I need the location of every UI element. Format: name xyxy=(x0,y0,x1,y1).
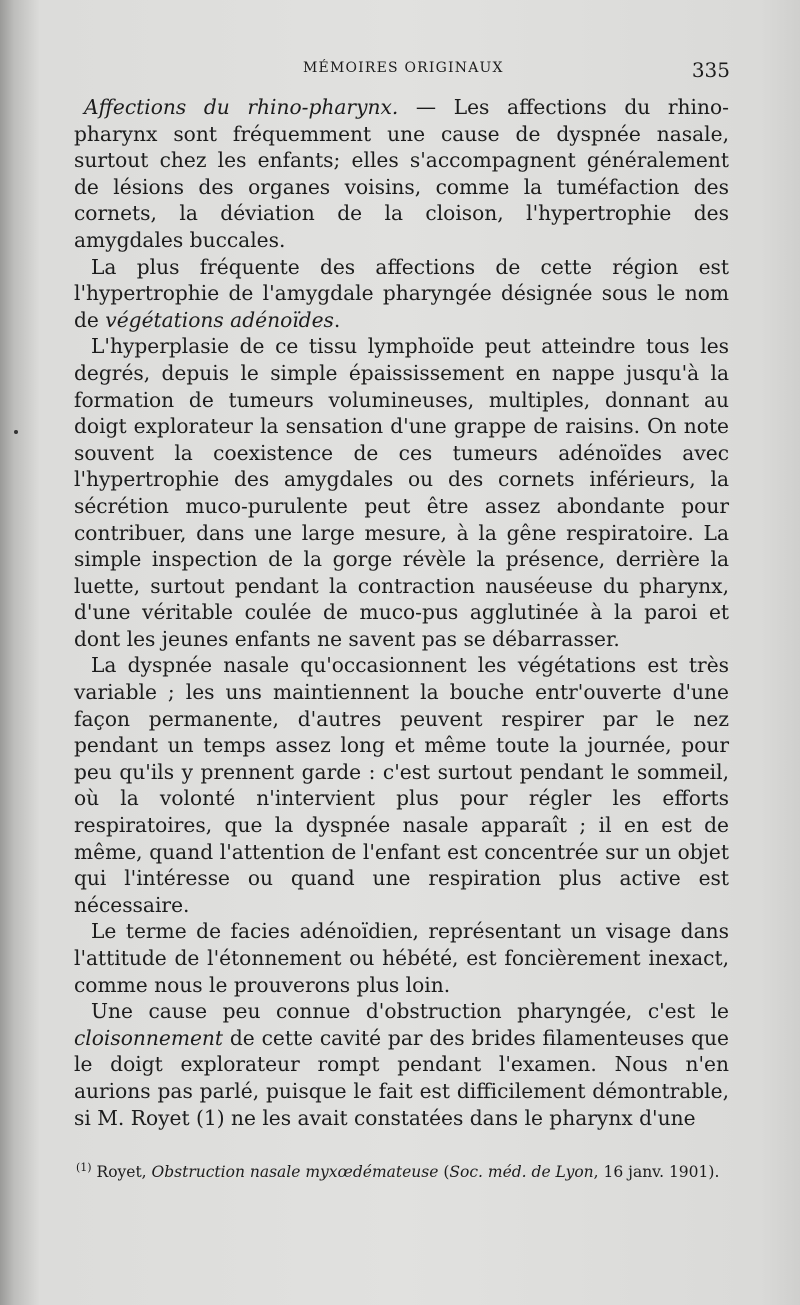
page-number: 335 xyxy=(691,58,730,82)
page-header xyxy=(78,58,730,84)
body-text xyxy=(74,94,729,1131)
footnote-title: Obstruction nasale myxœdémateuse xyxy=(151,1163,439,1181)
section-heading-affections: Affections du rhino-pharynx. xyxy=(84,95,399,119)
paragraph-rhinopharynx-intro: Affections du rhino-pharynx. — Les affections du rhino-pharynx sont fréquemment une cause de dyspnée nasale, surtout chez les enfants; elles s'accompagnent généralement de lésions des organes voisins, comme la tuméfaction des cornets, la déviation de la cloison, l'hypertrophie des amygdales buccales. xyxy=(74,95,729,252)
margin-mark xyxy=(14,430,18,434)
paragraph-cloisonnement: Une cause peu connue d'obstruction pharyngée, c'est le cloisonnement de cette cavité par des brides filamenteuses que le doigt explorateur rompt pendant l'examen. Nous n'en aurions pas parlé, puisque le fait est difficilement démontrable, si M. Royet (1) ne les avait constatées dans le pharynx d'une xyxy=(74,999,729,1130)
footnote-journal: Soc. méd. de Lyon xyxy=(449,1163,594,1181)
paragraph-vegetations: La plus fréquente des affections de cette région est l'hypertrophie de l'amygdale pharyngée désignée sous le nom de végétations adénoïdes. xyxy=(74,254,729,332)
paragraph-dyspnee: La dyspnée nasale qu'occasionnent les végétations est très variable ; les uns maintiennent la bouche entr'ouverte d'une façon permanente, d'autres peuvent respirer par le nez pendant un temps assez long et même toute la journée, pour peu qu'ils y prennent garde : c'est surtout pendant le sommeil, où la volonté n'intervient plus pour régler les efforts respiratoires, que la dyspnée nasale apparaît ; il en est de même, quand l'attention de l'enfant est concentrée sur un objet qui l'intéresse ou quand une respiration plus active est nécessaire. xyxy=(74,653,729,917)
footnote-mark: (1) xyxy=(76,1160,92,1174)
paragraph-facies: Le terme de facies adénoïdien, représentant un visage dans l'attitude de l'étonnement ou hébété, est foncièrement inexact, comme nous le prouverons plus loin. xyxy=(74,919,729,997)
footnotes xyxy=(76,1162,728,1183)
term-cloisonnement: cloisonnement xyxy=(74,1025,224,1050)
footnote-1: $^{(1)}$ Royet, Obstruction nasale myxœdémateuse (Soc. méd. de Lyon, 16 janv. 1901). xyxy=(76,1160,720,1181)
term-vegetations-adenoides: végétations adénoïdes xyxy=(105,307,334,332)
running-head: MÉMOIRES ORIGINAUX xyxy=(303,60,504,76)
paragraph-hyperplasie: L'hyperplasie de ce tissu lymphoïde peut atteindre tous les degrés, depuis le simple épaississement en nappe jusqu'à la formation de tumeurs volumineuses, multiples, donnant au doigt explorateur la sensation d'une grappe de raisins. On note souvent la coexistence de ces tumeurs adénoïdes avec l'hypertrophie des amygdales ou des cornets inférieurs, la sécrétion muco-purulente peut être assez abondante pour contribuer, dans une large mesure, à la gêne respiratoire. La simple inspection de la gorge révèle la présence, derrière la luette, surtout pendant la contraction nauséeuse du pharynx, d'une véritable coulée de muco-pus agglutinée à la paroi et dont les jeunes enfants ne savent pas se débarrasser. xyxy=(74,334,729,651)
